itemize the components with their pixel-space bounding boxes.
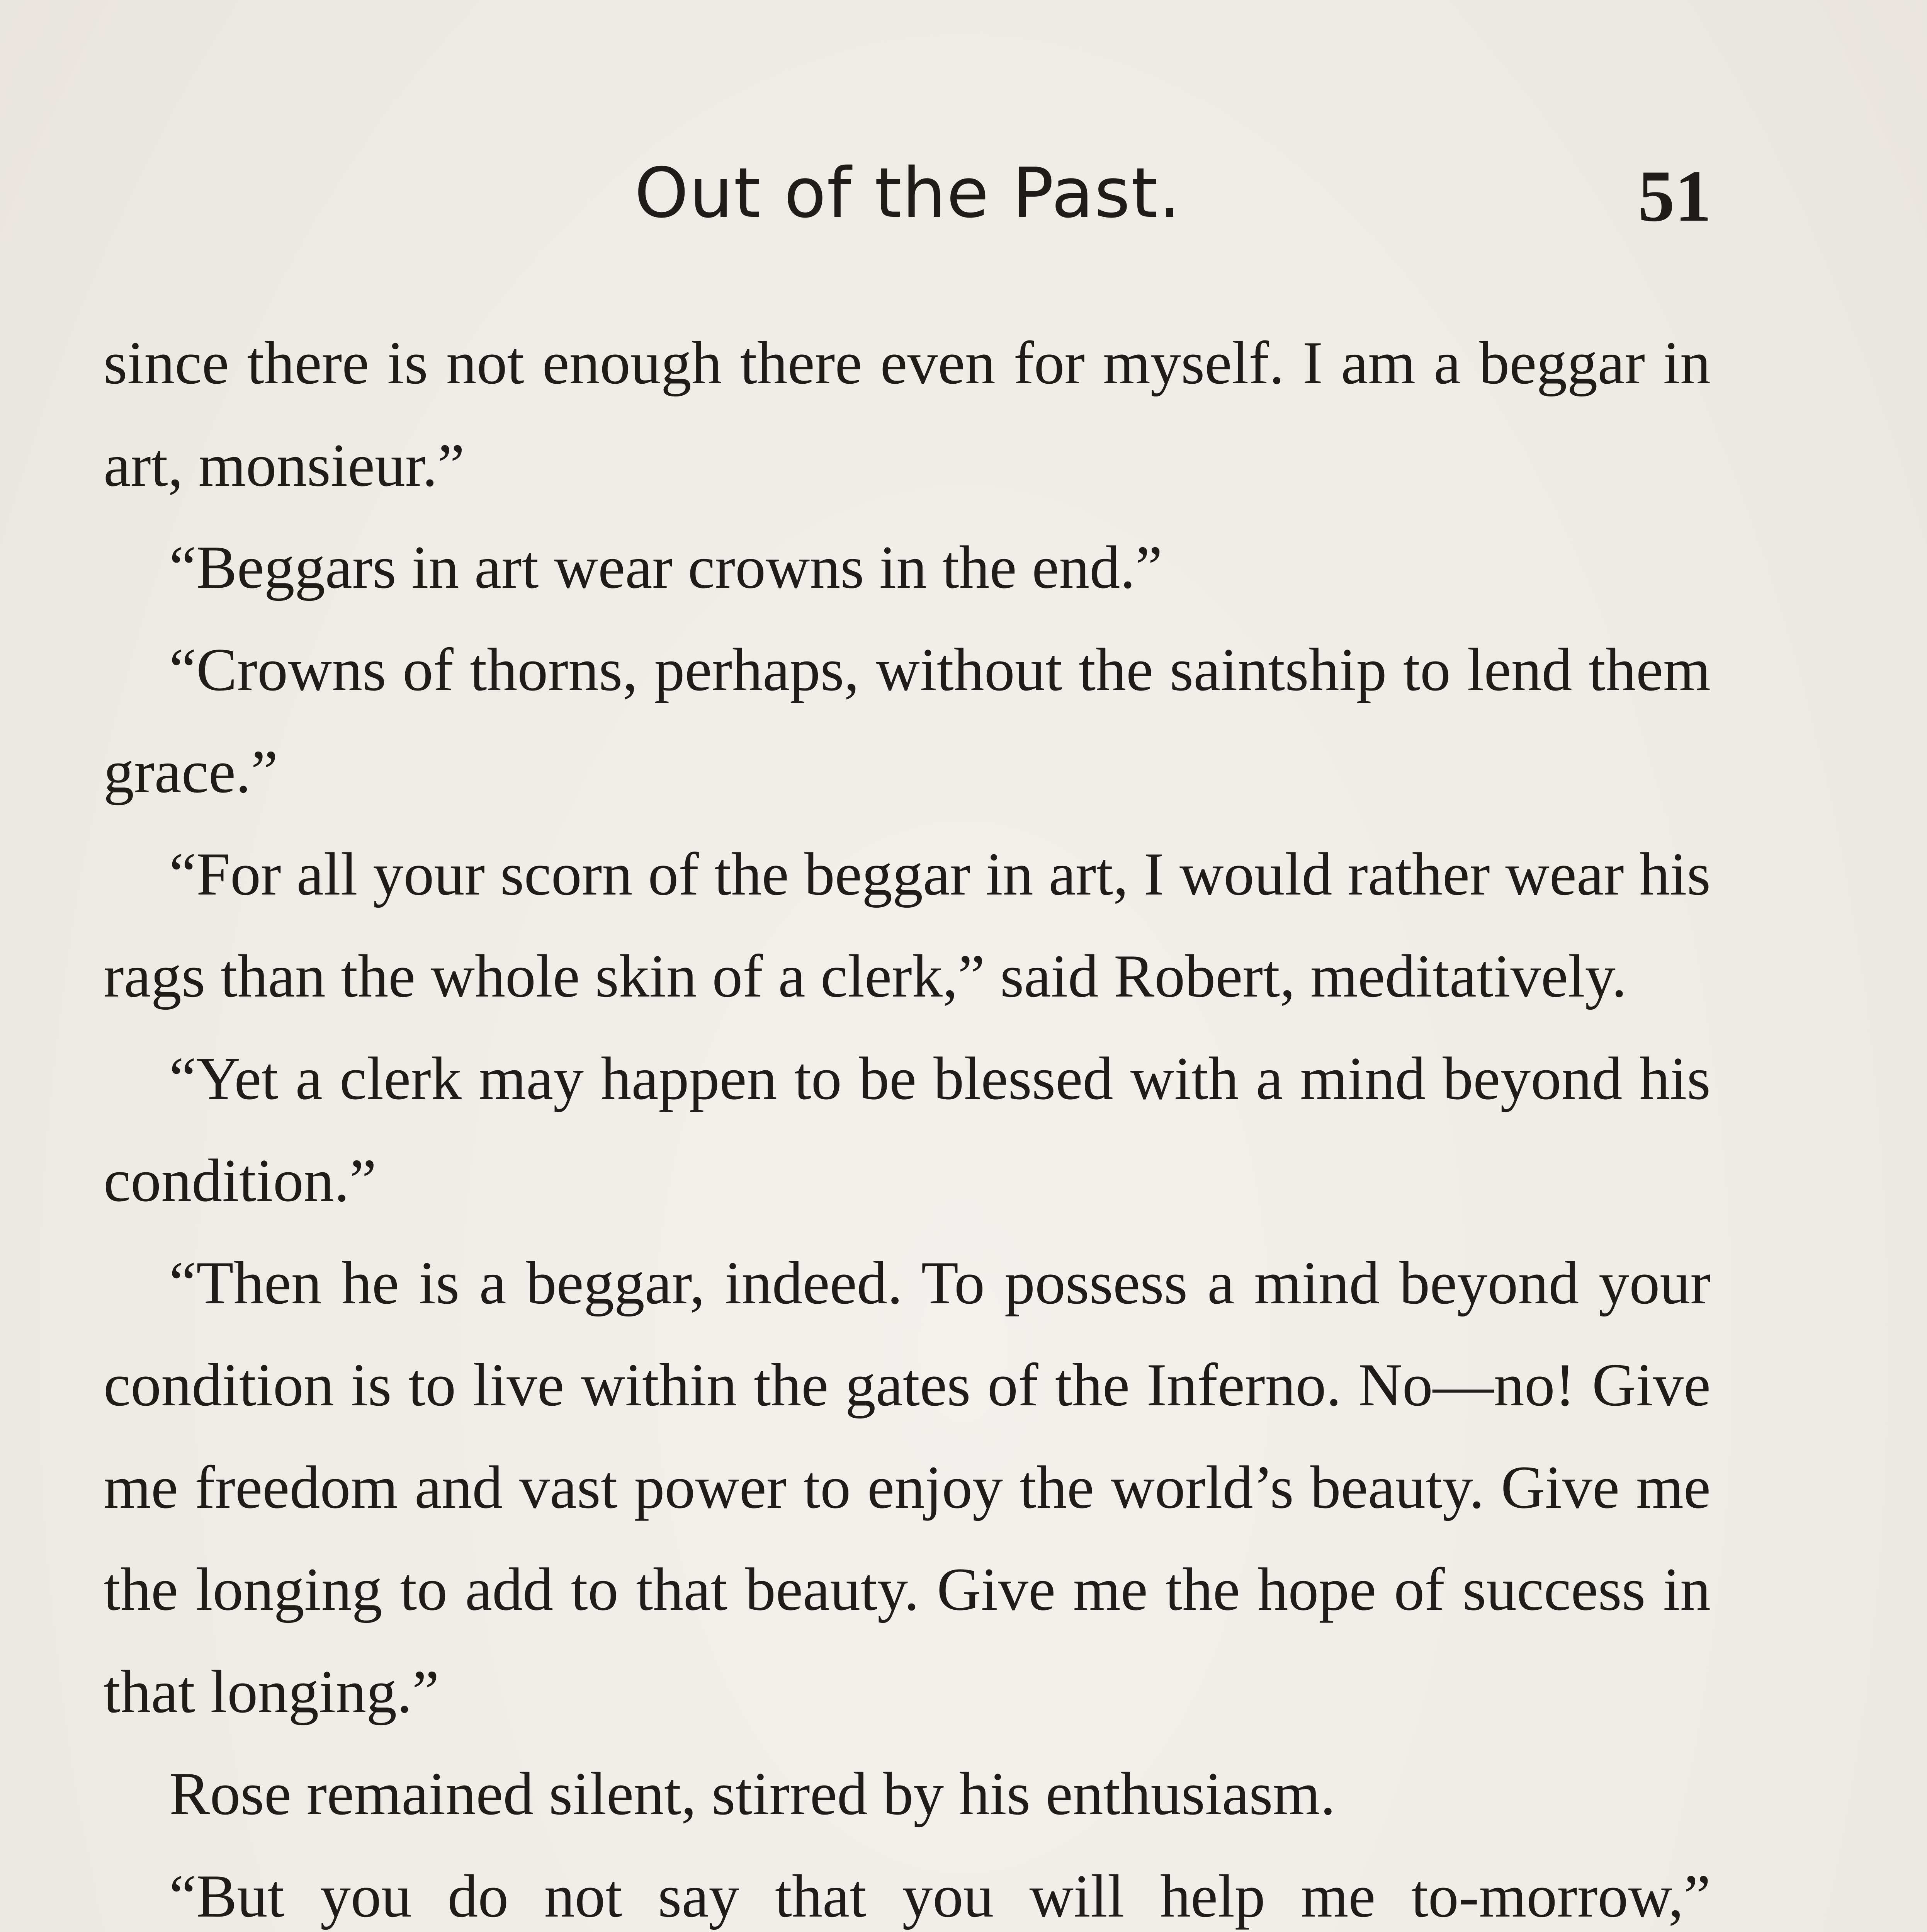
body-text (104, 312, 1711, 1932)
page-number: 51 (1638, 156, 1711, 237)
paragraph: “Beggars in art wear crowns in the end.” (169, 534, 1162, 601)
paragraph: “Yet a clerk may happen to be blessed with a mind beyond his condition.” (104, 1044, 1711, 1214)
paragraph: “But you do not say that you will help me to-morrow,” (169, 1862, 1711, 1930)
paragraph: “Then he is a beggar, indeed. To possess a mind beyond your condition is to live within the gates of the Inferno. No—no! Give me freedom and vast power to enjoy the world’s beauty. Give me the longing to add to that beauty. Give me the hope of success in that longing.” (104, 1249, 1711, 1726)
running-title: Out of the Past. (634, 153, 1181, 233)
paragraph: “For all your scorn of the beggar in art, I would rather wear his rags than the whole skin of a clerk,” said Robert, meditatively. (104, 840, 1711, 1010)
paragraph: Rose remained silent, stirred by his enthusiasm. (169, 1760, 1336, 1828)
paragraph: since there is not enough there even for myself. I am a beggar in art, monsieur.” (104, 329, 1711, 499)
page-header (104, 147, 1711, 240)
paragraph: “Crowns of thorns, perhaps, without the saintship to lend them grace.” (104, 636, 1711, 806)
